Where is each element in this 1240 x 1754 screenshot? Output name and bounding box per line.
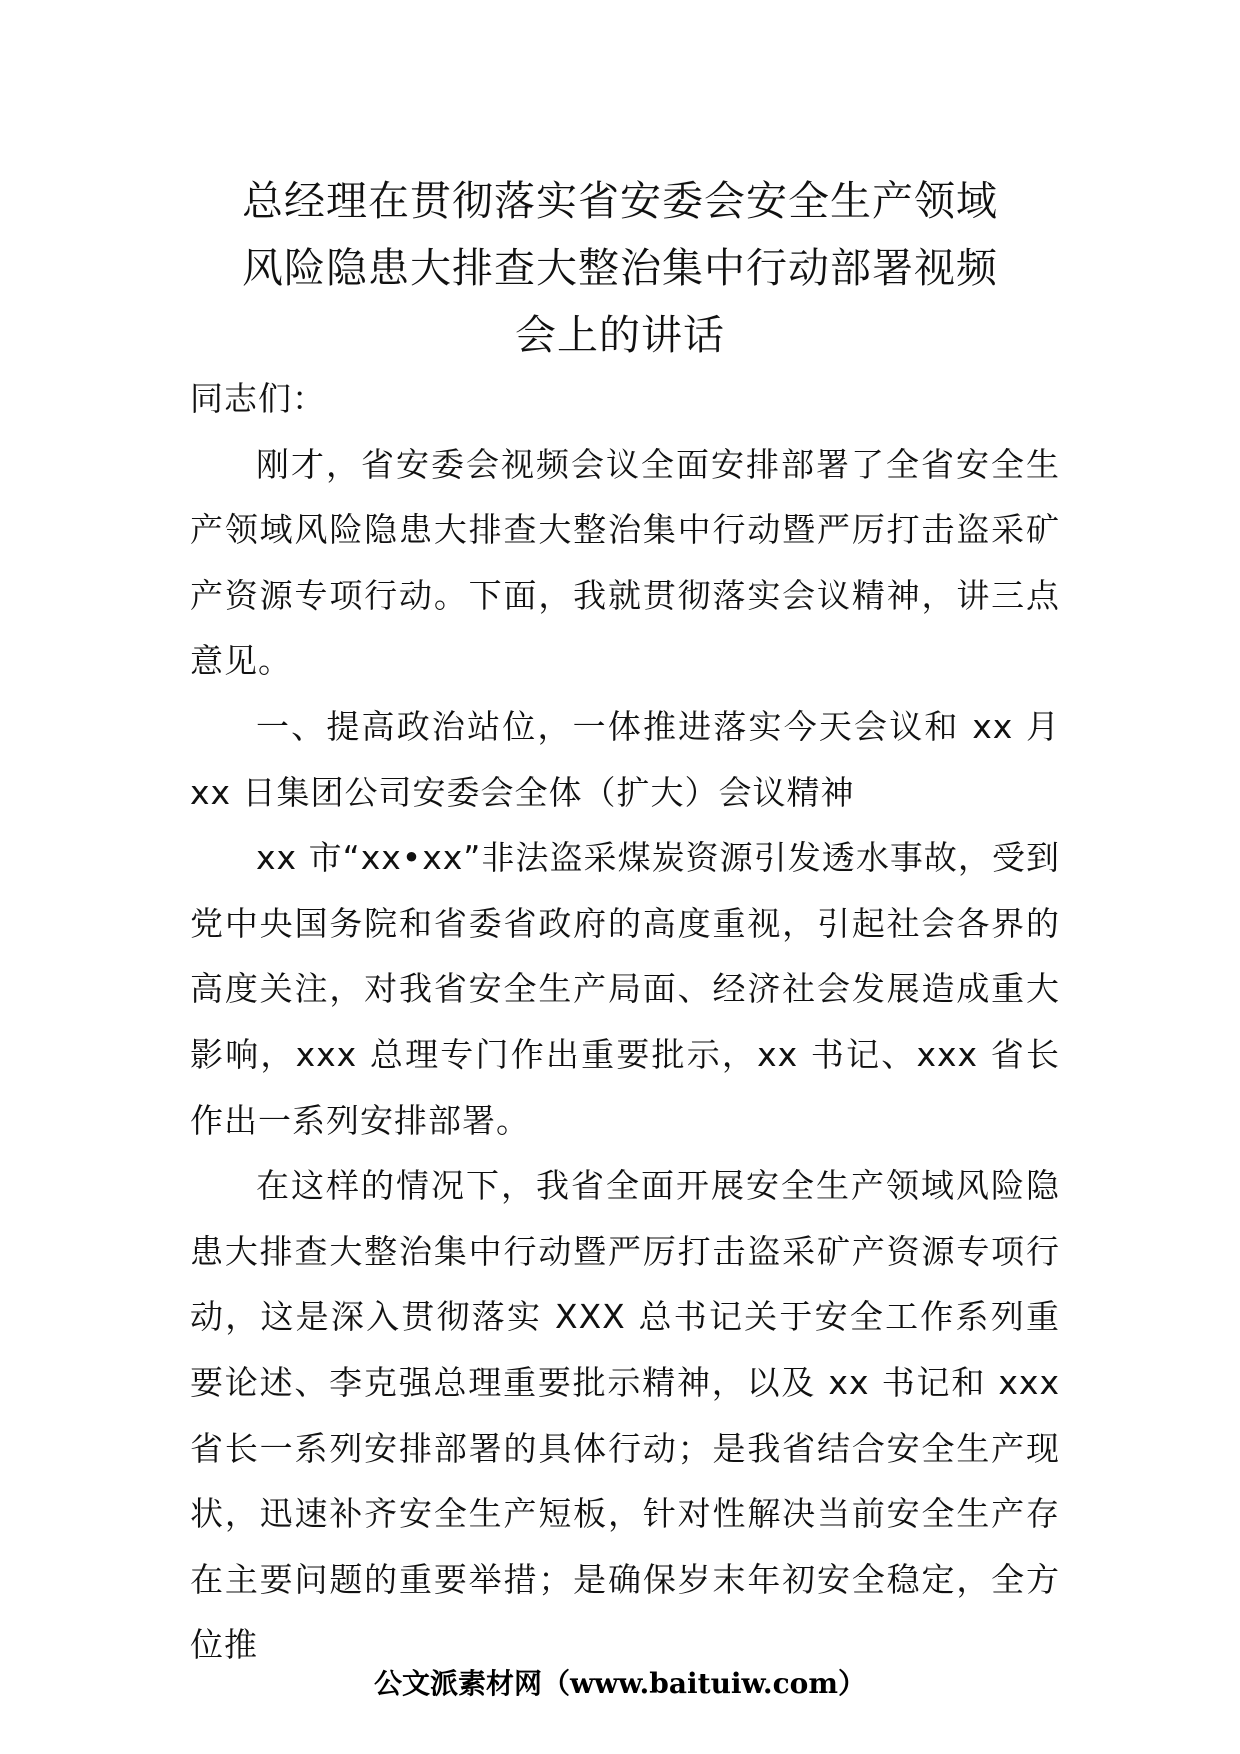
salutation: 同志们： xyxy=(190,379,326,418)
paragraph-opening: 刚才，省安委会视频会议全面安排部署了全省安全生产领域风险隐患大排查大整治集中行动暨严厉打击盗采矿产资源专项行动。下面，我就贯彻落实会议精神，讲三点意见。 xyxy=(190,444,1060,681)
document-title xyxy=(150,168,1090,369)
footer-watermark: 公文派素材网（www.baituiw.com） xyxy=(374,1667,866,1700)
title-line-2: 风险隐患大排查大整治集中行动部署视频 xyxy=(242,244,998,292)
document-body xyxy=(190,366,1060,1678)
title-line-3: 会上的讲话 xyxy=(515,311,725,359)
title-line-1: 总经理在贯彻落实省安委会安全生产领域 xyxy=(242,177,998,225)
paragraph-campaign: 在这样的情况下，我省全面开展安全生产领域风险隐患大排查大整治集中行动暨严厉打击盗采矿产资源专项行动，这是深入贯彻落实 XXX 总书记关于安全工作系列重要论述、李克强总理重要批示精神，以及 xx 书记和 xxx 省长一系列安排部署的具体行动；是我省结合安全生产现状，迅速补齐安全生产短板，针对性解决当前安全生产存在主要问题的重要举措；是确保岁末年初安全稳定，全方位推 xyxy=(190,1166,1060,1665)
paragraph-incident: xx 市“xx•xx”非法盗采煤炭资源引发透水事故，受到党中央国务院和省委省政府的高度重视，引起社会各界的高度关注，对我省安全生产局面、经济社会发展造成重大影响，xxx 总理专门作出重要批示，xx 书记、xxx 省长作出一系列安排部署。 xyxy=(190,838,1060,1140)
section-heading-1: 一、提高政治站位，一体推进落实今天会议和 xx 月 xx 日集团公司安委会全体（扩大）会议精神 xyxy=(190,706,1060,812)
